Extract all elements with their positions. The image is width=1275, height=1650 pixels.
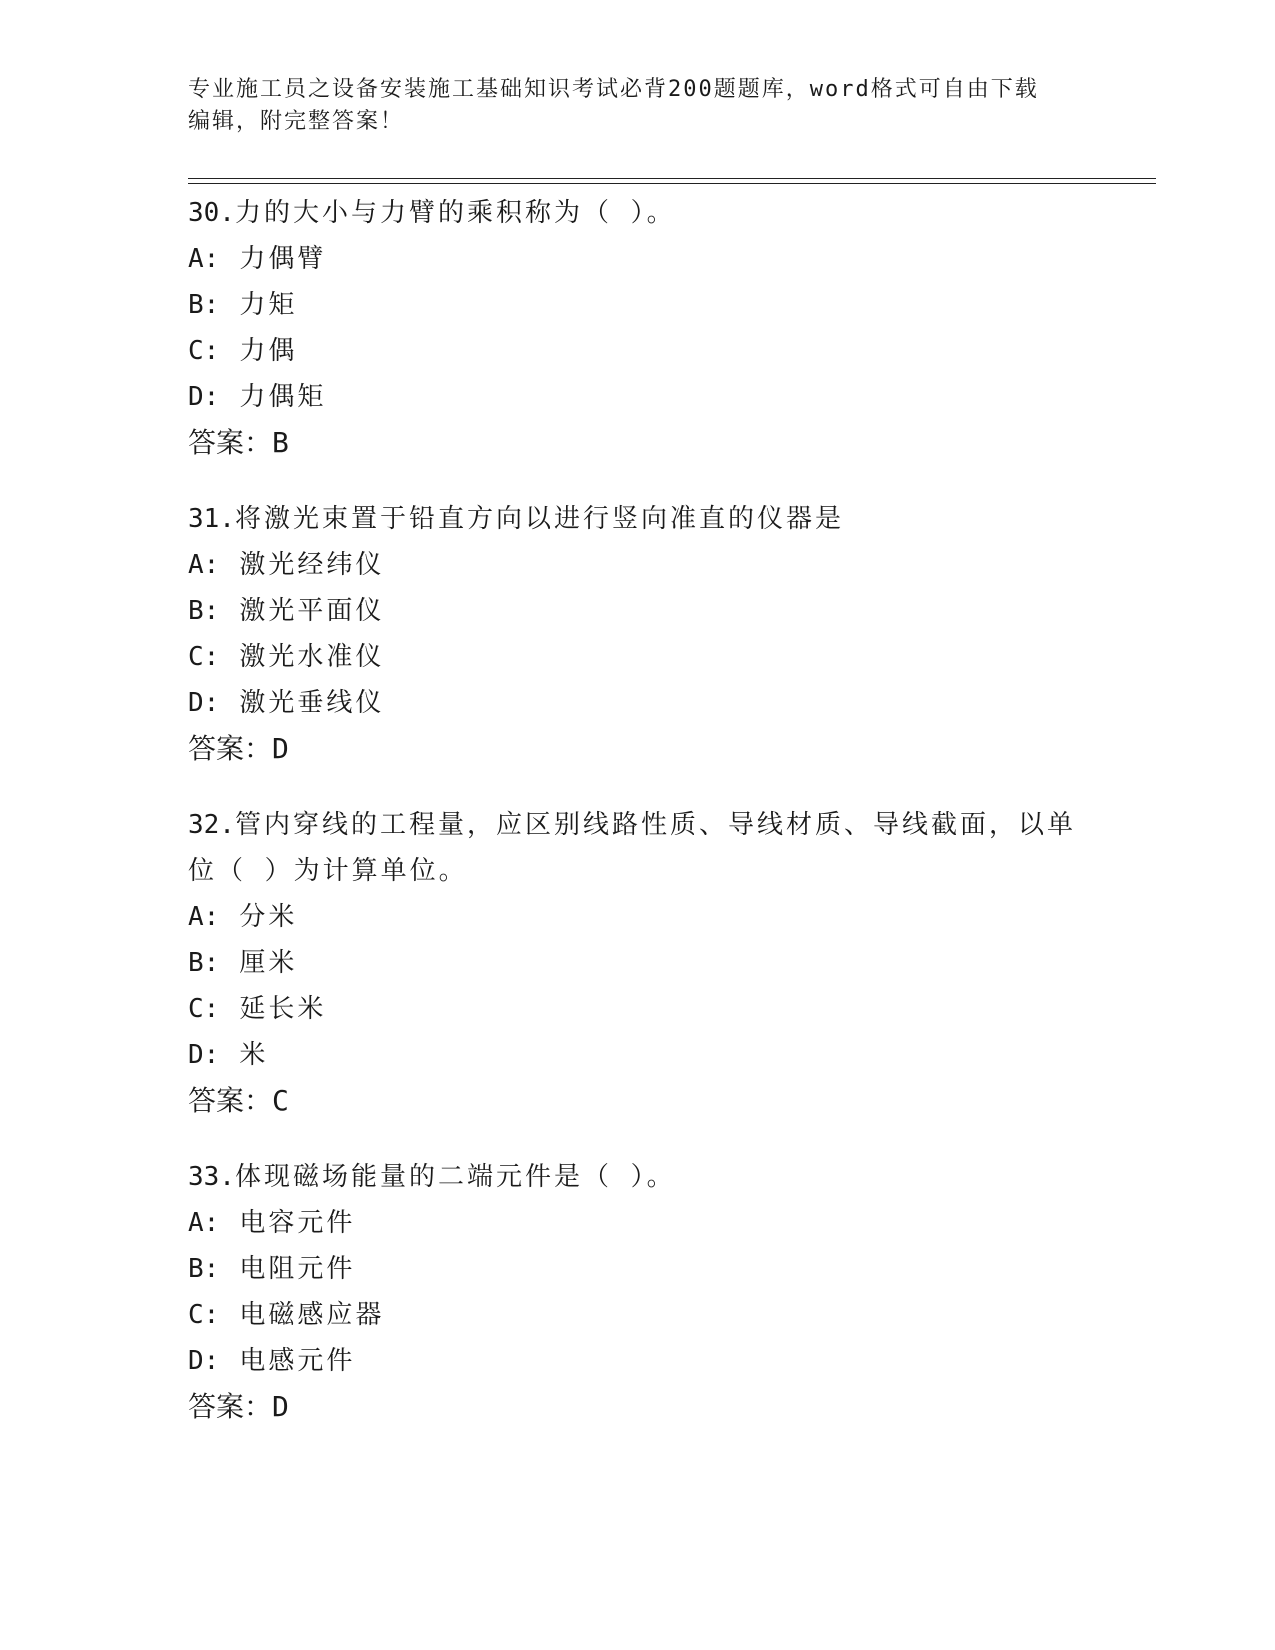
option-text: 激光经纬仪 xyxy=(239,550,385,580)
option-key: A: xyxy=(188,902,220,932)
answer-label: 答案： xyxy=(188,426,273,459)
option-key: C: xyxy=(188,994,220,1024)
option-text: 厘米 xyxy=(239,948,298,978)
question-list xyxy=(188,190,1088,1460)
option-text: 电阻元件 xyxy=(239,1254,356,1284)
header-line-2: 编辑，附完整答案！ xyxy=(188,109,405,134)
option-text: 力偶 xyxy=(239,336,298,366)
option-key: B: xyxy=(188,596,220,626)
answer-value: D xyxy=(272,732,289,765)
option-key: D: xyxy=(188,688,220,718)
question-item xyxy=(188,802,1088,1124)
option-text: 电感元件 xyxy=(239,1346,356,1376)
question-number: 33. xyxy=(188,1162,235,1192)
option-text: 激光垂线仪 xyxy=(239,688,385,718)
option-key: C: xyxy=(188,336,220,366)
question-number: 32. xyxy=(188,810,235,840)
option-c xyxy=(188,986,1088,1032)
question-stem xyxy=(188,802,1088,894)
option-d xyxy=(188,374,1088,420)
option-text: 激光水准仪 xyxy=(239,642,385,672)
question-number: 31. xyxy=(188,504,235,534)
option-key: C: xyxy=(188,642,220,672)
option-a xyxy=(188,1200,1088,1246)
option-key: D: xyxy=(188,1040,220,1070)
question-stem xyxy=(188,190,1088,236)
answer-label: 答案： xyxy=(188,1084,273,1117)
option-key: B: xyxy=(188,290,220,320)
option-key: A: xyxy=(188,244,220,274)
option-key: B: xyxy=(188,948,220,978)
question-item xyxy=(188,496,1088,772)
option-c xyxy=(188,328,1088,374)
option-text: 米 xyxy=(239,1040,269,1070)
question-stem xyxy=(188,1154,1088,1200)
question-text: 管内穿线的工程量，应区别线路性质、导线材质、导线截面，以单位（ ）为计算单位。 xyxy=(188,810,1076,886)
option-b xyxy=(188,282,1088,328)
option-d xyxy=(188,1032,1088,1078)
question-number: 30. xyxy=(188,198,235,228)
option-a xyxy=(188,236,1088,282)
option-d xyxy=(188,1338,1088,1384)
option-b xyxy=(188,588,1088,634)
question-item xyxy=(188,1154,1088,1430)
option-text: 分米 xyxy=(239,902,298,932)
option-text: 电磁感应器 xyxy=(239,1300,385,1330)
option-key: D: xyxy=(188,382,220,412)
question-text: 将激光束置于铅直方向以进行竖向准直的仪器是 xyxy=(234,504,844,534)
option-key: A: xyxy=(188,1208,220,1238)
answer-value: D xyxy=(272,1390,289,1423)
option-key: B: xyxy=(188,1254,220,1284)
question-text: 体现磁场能量的二端元件是（ ）。 xyxy=(234,1162,676,1192)
answer-line xyxy=(188,726,1088,772)
option-c xyxy=(188,1292,1088,1338)
option-c xyxy=(188,634,1088,680)
option-key: C: xyxy=(188,1300,220,1330)
answer-line xyxy=(188,420,1088,466)
header-divider-bottom xyxy=(188,183,1156,184)
document-header xyxy=(188,74,1088,138)
option-a xyxy=(188,894,1088,940)
option-b xyxy=(188,1246,1088,1292)
answer-label: 答案： xyxy=(188,1390,273,1423)
answer-line xyxy=(188,1384,1088,1430)
option-b xyxy=(188,940,1088,986)
option-key: D: xyxy=(188,1346,220,1376)
question-stem xyxy=(188,496,1088,542)
option-text: 力偶臂 xyxy=(239,244,327,274)
header-divider-top xyxy=(188,178,1156,179)
option-a xyxy=(188,542,1088,588)
option-text: 延长米 xyxy=(239,994,327,1024)
answer-value: B xyxy=(272,426,289,459)
option-text: 力矩 xyxy=(239,290,298,320)
option-d xyxy=(188,680,1088,726)
answer-line xyxy=(188,1078,1088,1124)
option-text: 力偶矩 xyxy=(239,382,327,412)
header-line-1: 专业施工员之设备安装施工基础知识考试必背200题题库，word格式可自由下载 xyxy=(188,77,1039,102)
question-text: 力的大小与力臂的乘积称为（ ）。 xyxy=(234,198,676,228)
answer-label: 答案： xyxy=(188,732,273,765)
answer-value: C xyxy=(272,1084,289,1117)
question-item xyxy=(188,190,1088,466)
option-text: 电容元件 xyxy=(239,1208,356,1238)
option-key: A: xyxy=(188,550,220,580)
option-text: 激光平面仪 xyxy=(239,596,385,626)
